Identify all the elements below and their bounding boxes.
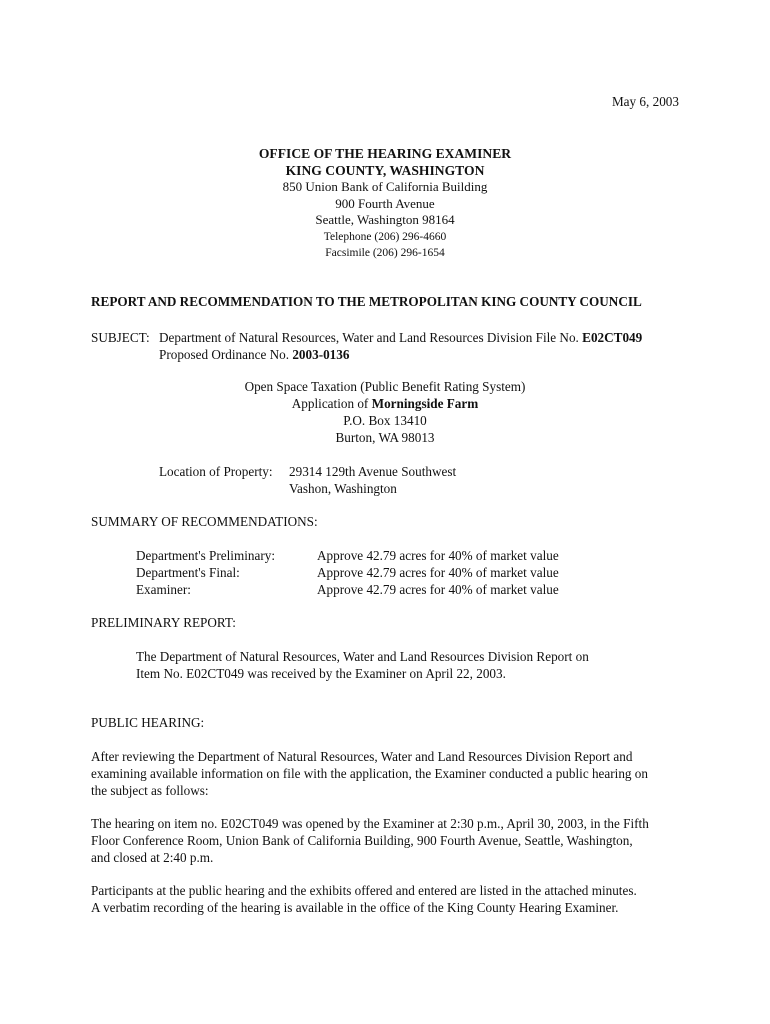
- application-line-3: P.O. Box 13410: [343, 413, 427, 428]
- recommendation-label: Examiner:: [136, 582, 191, 597]
- location-line-1: 29314 129th Avenue Southwest: [289, 464, 457, 479]
- application-line-4: Burton, WA 98013: [335, 430, 435, 445]
- subject-line-1: [159, 329, 642, 346]
- paragraph-line: Participants at the public hearing and the exhibits offered and entered are listed in the attached minutes.: [91, 883, 637, 898]
- paragraph-line: Floor Conference Room, Union Bank of California Building, 900 Fourth Avenue, Seattle, Washington,: [91, 833, 633, 848]
- telephone: Telephone (206) 296-4660: [323, 230, 447, 243]
- summary-heading: SUMMARY OF RECOMMENDATIONS:: [91, 514, 318, 529]
- recommendation-value: Approve 42.79 acres for 40% of market value: [317, 582, 559, 597]
- paragraph-line: examining available information on file with the application, the Examiner conducted a public hearing on: [91, 766, 648, 781]
- address-line-1: 850 Union Bank of California Building: [282, 179, 488, 194]
- subject-line-2: [159, 346, 349, 363]
- address-line-3: Seattle, Washington 98164: [315, 212, 455, 227]
- preliminary-heading: PRELIMINARY REPORT:: [91, 615, 236, 630]
- office-name: OFFICE OF THE HEARING EXAMINER: [258, 146, 512, 161]
- letterhead: [0, 145, 770, 261]
- preliminary-line-2: Item No. E02CT049 was received by the Examiner on April 22, 2003.: [136, 666, 506, 681]
- recommendation-label: Department's Preliminary:: [136, 548, 275, 563]
- paragraph-line: The hearing on item no. E02CT049 was opened by the Examiner at 2:30 p.m., April 30, 2003, in the Fifth: [91, 816, 649, 831]
- location-line-2: Vashon, Washington: [289, 481, 397, 496]
- applicant-name: Morningside Farm: [371, 396, 479, 411]
- subject-line-1-text: Department of Natural Resources, Water and Land Resources Division File No.: [159, 330, 583, 345]
- preliminary-line-1: The Department of Natural Resources, Water and Land Resources Division Report on: [136, 649, 589, 664]
- paragraph-line: A verbatim recording of the hearing is available in the office of the King County Hearing Examiner.: [91, 900, 619, 915]
- application-line-2-text: Application of: [291, 396, 372, 411]
- application-block: [0, 378, 770, 446]
- facsimile: Facsimile (206) 296-1654: [325, 246, 445, 259]
- document-date: May 6, 2003: [611, 94, 679, 109]
- subject-line-2-text: Proposed Ordinance No.: [159, 347, 293, 362]
- ordinance-number: 2003-0136: [292, 347, 350, 362]
- application-line-1: Open Space Taxation (Public Benefit Rating System): [244, 379, 526, 394]
- recommendation-value: Approve 42.79 acres for 40% of market value: [317, 548, 559, 563]
- report-title: REPORT AND RECOMMENDATION TO THE METROPOLITAN KING COUNTY COUNCIL: [91, 294, 642, 309]
- location-label: Location of Property:: [159, 464, 273, 479]
- subject-label: SUBJECT:: [91, 330, 150, 345]
- address-line-2: 900 Fourth Avenue: [335, 195, 435, 211]
- paragraph-line: and closed at 2:40 p.m.: [91, 850, 214, 865]
- public-hearing-heading: PUBLIC HEARING:: [91, 715, 205, 730]
- application-line-2: [0, 395, 770, 412]
- recommendation-label: Department's Final:: [136, 565, 240, 580]
- recommendation-value: Approve 42.79 acres for 40% of market value: [317, 565, 559, 580]
- paragraph-line: After reviewing the Department of Natural Resources, Water and Land Resources Division Report and: [91, 749, 633, 764]
- file-number: E02CT049: [582, 330, 643, 345]
- paragraph-line: the subject as follows:: [91, 783, 209, 798]
- county-name: KING COUNTY, WASHINGTON: [285, 163, 485, 178]
